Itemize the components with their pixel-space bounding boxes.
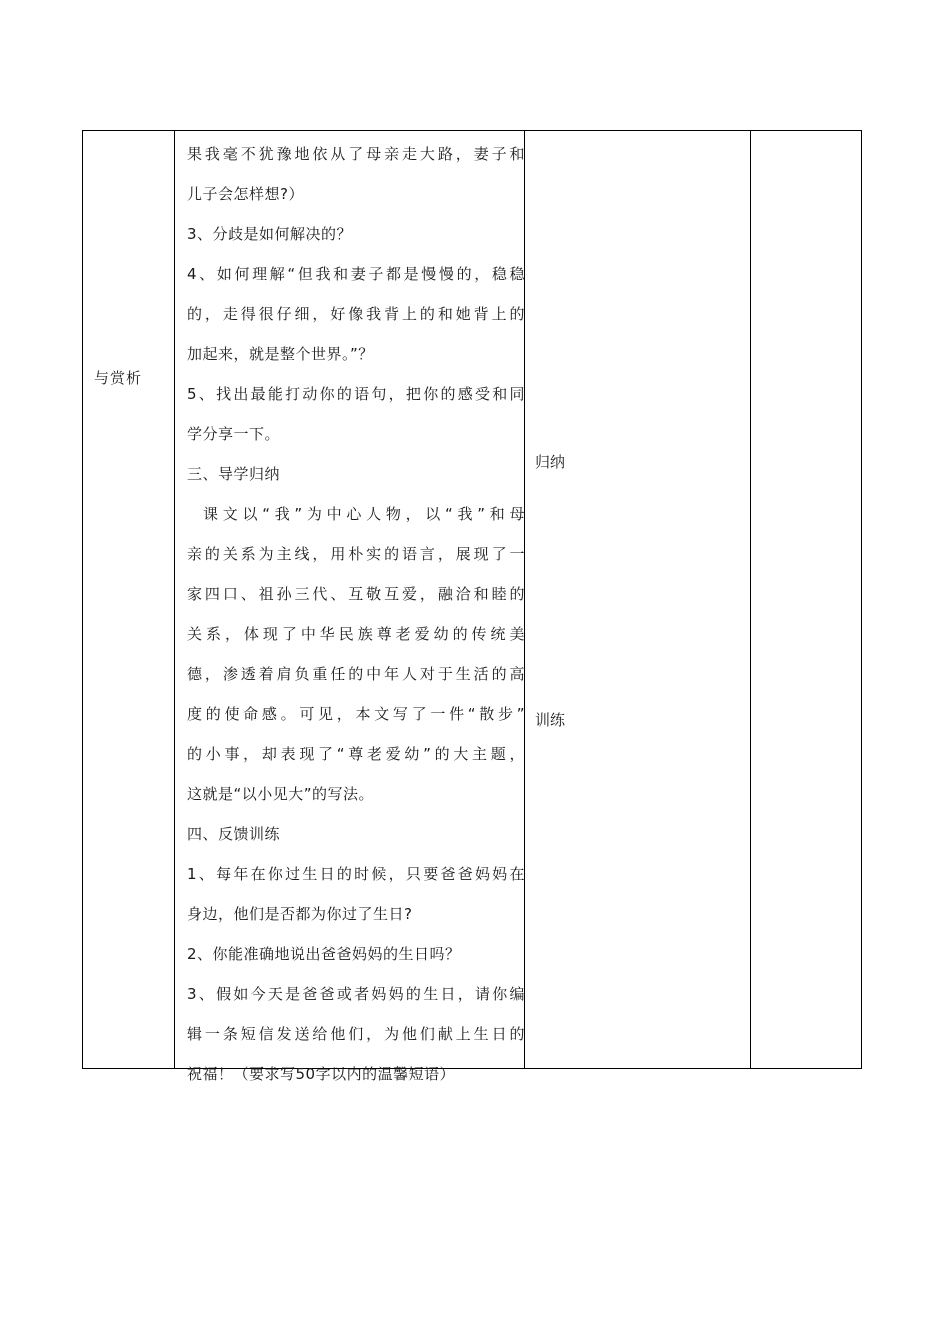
content-line: 4、如何理解“但我和妻子都是慢慢的，稳稳 <box>187 265 525 283</box>
content-line: 的，走得很仔细，好像我背上的和她背上的 <box>187 305 525 323</box>
content-line: 度的使命感。可见，本文写了一件“散步” <box>187 705 525 723</box>
column-divider-1 <box>174 131 175 1068</box>
side-note-summary: 归纳 <box>535 453 566 471</box>
lesson-content <box>187 134 525 1094</box>
stage-label: 与赏析 <box>94 369 143 387</box>
content-line: 祝福！（要求写50字以内的温馨短语） <box>187 1065 456 1083</box>
content-line: 这就是“以小见大”的写法。 <box>187 785 375 803</box>
content-line: 身边，他们是否都为你过了生日? <box>187 905 413 923</box>
content-line: 辑一条短信发送给他们，为他们献上生日的 <box>187 1025 525 1043</box>
content-line: 家四口、祖孙三代、互敬互爱，融洽和睦的 <box>187 585 525 603</box>
content-line: 德，渗透着肩负重任的中年人对于生活的高 <box>187 665 525 683</box>
content-line: 1、每年在你过生日的时候，只要爸爸妈妈在 <box>187 865 525 883</box>
content-line: 学分享一下。 <box>187 425 281 443</box>
content-line: 课文以“我”为中心人物，以“我”和母 <box>203 505 525 523</box>
section-heading: 三、导学归纳 <box>187 465 281 483</box>
section-heading: 四、反馈训练 <box>187 825 281 843</box>
content-line: 3、假如今天是爸爸或者妈妈的生日，请你编 <box>187 985 525 1003</box>
content-line: 果我毫不犹豫地依从了母亲走大路，妻子和 <box>187 145 525 163</box>
content-line: 2、你能准确地说出爸爸妈妈的生日吗？ <box>187 945 461 963</box>
content-line: 儿子会怎样想?） <box>187 185 304 203</box>
content-line: 亲的关系为主线，用朴实的语言，展现了一 <box>187 545 525 563</box>
side-note-training: 训练 <box>535 711 566 729</box>
content-line: 5、找出最能打动你的语句，把你的感受和同 <box>187 385 525 403</box>
content-line: 3、分歧是如何解决的？ <box>187 225 353 243</box>
content-line: 加起来，就是整个世界。”？ <box>187 345 374 363</box>
content-line: 关系，体现了中华民族尊老爱幼的传统美 <box>187 625 525 643</box>
column-divider-3 <box>750 131 751 1068</box>
content-line: 的小事，却表现了“尊老爱幼”的大主题， <box>187 745 525 763</box>
lesson-plan-table <box>82 130 862 1083</box>
